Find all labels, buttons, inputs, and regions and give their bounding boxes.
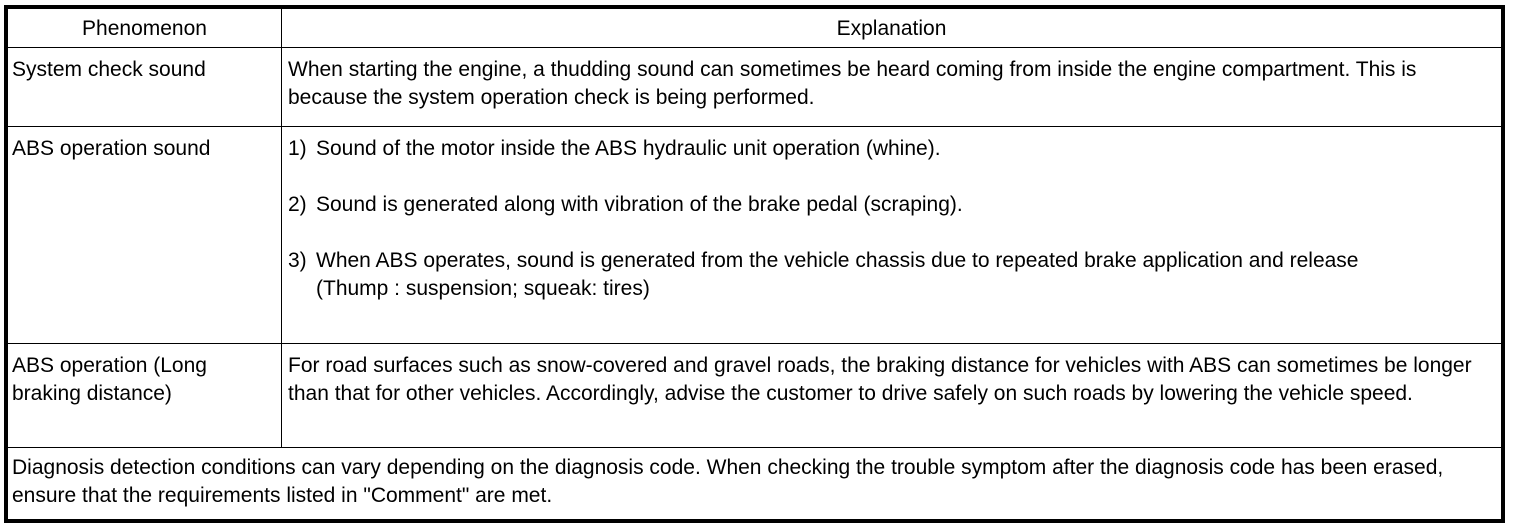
table-row: [8, 126, 1502, 343]
phenomenon-cell: System check sound: [8, 48, 282, 127]
table-row: [8, 343, 1502, 447]
list-item: [288, 191, 1495, 219]
item-number: 2): [288, 192, 307, 216]
item-text: Sound of the motor inside the ABS hydraulic unit operation (whine).: [316, 136, 941, 160]
phenomenon-cell: ABS operation sound: [8, 126, 282, 343]
list-item: [288, 247, 1495, 303]
item-number: 1): [288, 136, 307, 160]
explanation-cell: When starting the engine, a thudding sound can sometimes be heard coming from inside the engine compartment. This is because the system operation check is being performed.: [282, 48, 1502, 127]
phenomenon-table-frame: [4, 5, 1505, 523]
explanation-cell: [282, 126, 1502, 343]
header-phenomenon: Phenomenon: [8, 9, 282, 48]
item-number: 3): [288, 248, 307, 272]
table-row: [8, 48, 1502, 127]
list-item: [288, 135, 1495, 163]
item-text: When ABS operates, sound is generated from the vehicle chassis due to repeated brake application and release: [316, 248, 1359, 272]
phenomenon-cell: ABS operation (Long braking distance): [8, 343, 282, 447]
item-text-wrap: [316, 247, 1495, 303]
phenomenon-table: [7, 8, 1502, 520]
note-cell: Diagnosis detection conditions can vary depending on the diagnosis code. When checking the trouble symptom after the diagnosis code has been erased, ensure that the requirements listed in "Comment" are met.: [8, 448, 1502, 520]
note-row: [8, 448, 1502, 520]
explanation-cell: For road surfaces such as snow-covered and gravel roads, the braking distance for vehicles with ABS can sometimes be longer than that for other vehicles. Accordingly, advise the customer to drive safely on such roads by lowering the vehicle speed.: [282, 343, 1502, 447]
item-subtext: (Thump : suspension; squeak: tires): [316, 276, 650, 300]
table-header-row: [8, 9, 1502, 48]
header-explanation: Explanation: [282, 9, 1502, 48]
item-text: Sound is generated along with vibration of the brake pedal (scraping).: [316, 192, 963, 216]
